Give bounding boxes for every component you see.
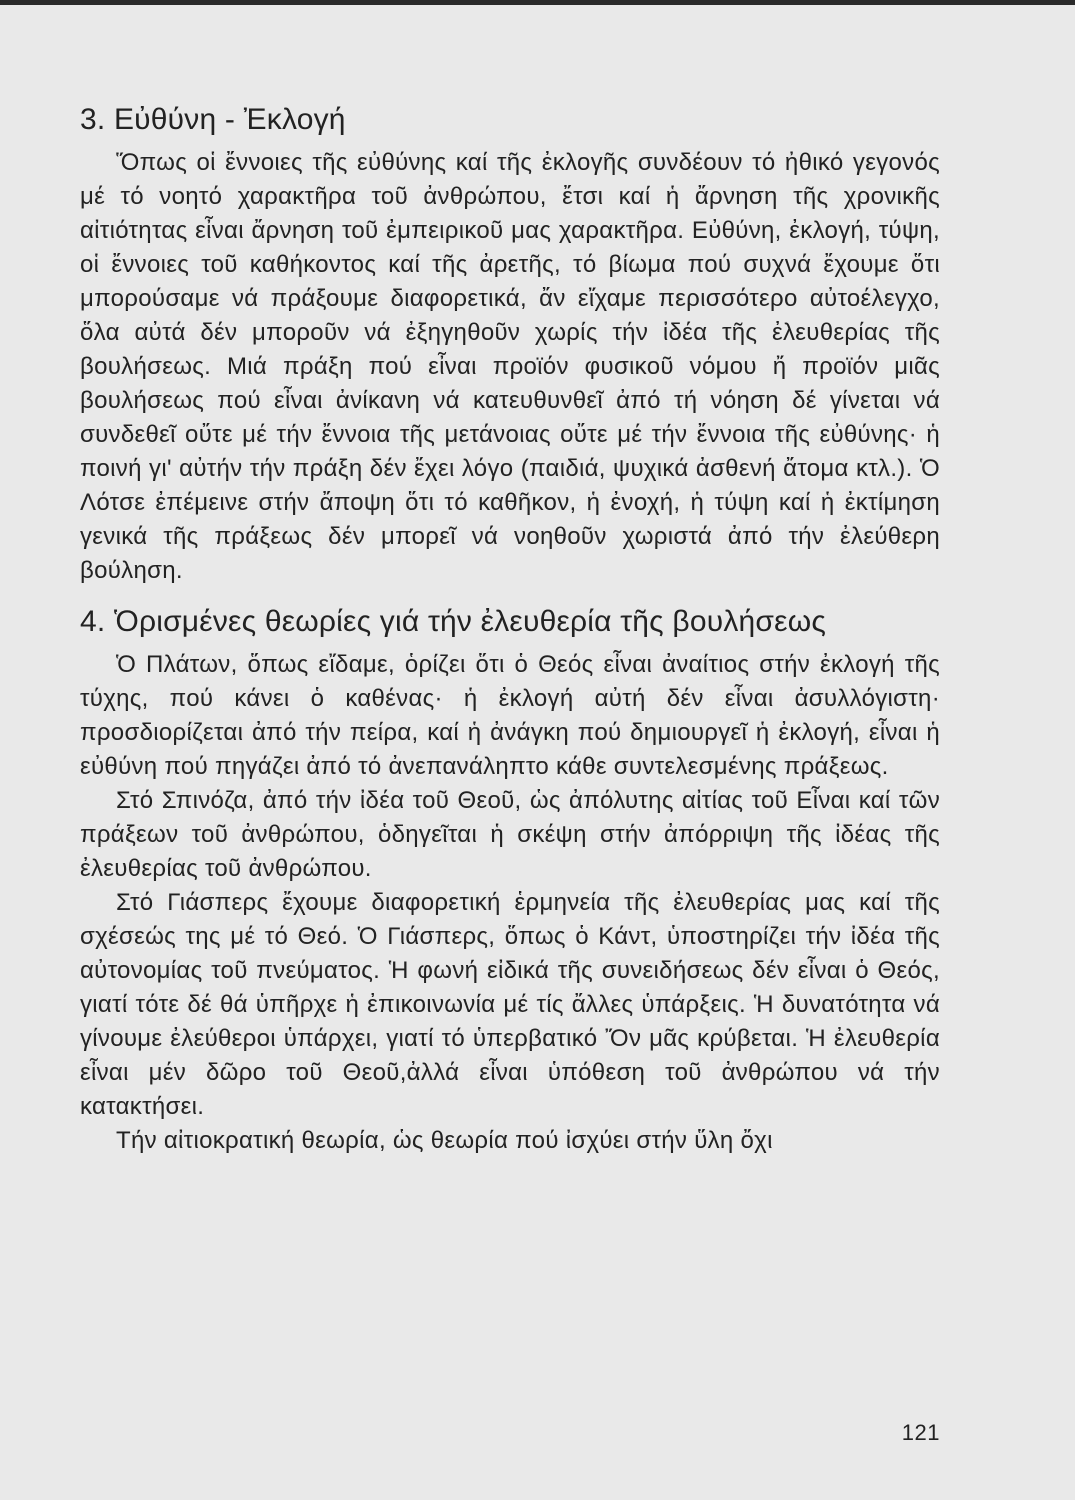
section-4-paragraph-plato: Ὁ Πλάτων, ὅπως εἴδαμε, ὁρίζει ὅτι ὁ Θεός εἶναι ἀναίτιος στήν ἐκλογή τῆς τύχης, πού κάνει ὁ καθένας· ἡ ἐκλογή αὐτή δέν εἶναι ἀσυλλόγιστη· προσδιορίζεται ἀπό τήν πείρα, καί ἡ ἀνάγκη πού δημιουργεῖ ἡ ἐκλογή, εἶναι ἡ εὐθύνη πού πηγάζει ἀπό τό ἀνεπανάληπτο κάθε συντελεσμένης πράξεως. (80, 651, 940, 780)
scan-top-edge (0, 0, 1075, 5)
section-4-paragraph-determinism: Τήν αἰτιοκρατική θεωρία, ὡς θεωρία πού ἰσχύει στήν ὕλη ὄχι (116, 1127, 773, 1154)
section-heading-4: 4. Ὁρισμένες θεωρίες γιά τήν ἐλευθερία τῆς βουλήσεως (80, 605, 826, 638)
section-4-paragraph-jaspers: Στό Γιάσπερς ἔχουμε διαφορετική ἑρμηνεία τῆς ἐλευθερίας μας καί τῆς σχέσεώς της μέ τό Θεό. Ὁ Γιάσπερς, ὅπως ὁ Κάντ, ὑποστηρίζει τήν ἰδέα τῆς αὐτονομίας τοῦ πνεύματος. Ἡ φωνή εἰδικά τῆς συνειδήσεως δέν εἶναι ὁ Θεός, γιατί τότε δέ θά ὑπῆρχε ἡ ἐπικοινωνία μέ τίς ἄλλες ὑπάρξεις. Ἡ δυνατότητα νά γίνουμε ἐλεύθεροι ὑπάρχει, γιατί τό ὑπερβατικό Ὄν μᾶς κρύβεται. Ἡ ἐλευθερία εἶναι μέν δῶρο τοῦ Θεοῦ,ἀλλά εἶναι ὑπόθεση τοῦ ἀνθρώπου νά τήν κατακτήσει. (80, 889, 940, 1120)
document-page (80, 100, 940, 1158)
page-number: 121 (901, 1420, 940, 1445)
section-heading-3: 3. Εὐθύνη - Ἐκλογή (80, 103, 346, 136)
section-4-paragraph-spinoza: Στό Σπινόζα, ἀπό τήν ἰδέα τοῦ Θεοῦ, ὡς ἀπόλυτης αἰτίας τοῦ Εἶναι καί τῶν πράξεων τοῦ ἀνθρώπου, ὁδηγεῖται ἡ σκέψη στήν ἀπόρριψη τῆς ἰδέας τῆς ἐλευθερίας τοῦ ἀνθρώπου. (80, 787, 940, 882)
section-3-paragraph: Ὅπως οἱ ἔννοιες τῆς εὐθύνης καί τῆς ἐκλογῆς συνδέουν τό ἠθικό γεγονός μέ τό νοητό χαρακτῆρα τοῦ ἀνθρώπου, ἔτσι καί ἡ ἄρνηση τῆς χρονικῆς αἰτιότητας εἶναι ἄρνηση τοῦ ἐμπειρικοῦ μας χαρακτῆρα. Εὐθύνη, ἐκλογή, τύψη, οἱ ἔννοιες τοῦ καθήκοντος καί τῆς ἀρετῆς, τό βίωμα πού συχνά ἔχουμε ὅτι μπορούσαμε νά πράξουμε διαφορετικά, ἄν εἴχαμε περισσότερο αὐτοέλεγχο, ὅλα αὐτά δέν μποροῦν νά ἐξηγηθοῦν χωρίς τήν ἰδέα τῆς ἐλευθερίας τῆς βουλήσεως. Μιά πράξη πού εἶναι προϊόν φυσικοῦ νόμου ἤ προϊόν μιᾶς βουλήσεως πού εἶναι ἀνίκανη νά κατευθυνθεῖ ἀπό τή νόηση δέ γίνεται νά συνδεθεῖ οὔτε μέ τήν ἔννοια τῆς μετάνοιας οὔτε μέ τήν ἔννοια τῆς εὐθύνης· ἡ ποινή γι' αὐτήν τήν πράξη δέν ἔχει λόγο (παιδιά, ψυχικά ἀσθενή ἄτομα κτλ.). Ὁ Λότσε ἐπέμεινε στήν ἄποψη ὅτι τό καθῆκον, ἡ ἐνοχή, ἡ τύψη καί ἡ ἐκτίμηση γενικά τῆς πράξεως δέν μπορεῖ νά νοηθοῦν χωριστά ἀπό τήν ἐλεύθερη βούληση. (80, 149, 940, 584)
